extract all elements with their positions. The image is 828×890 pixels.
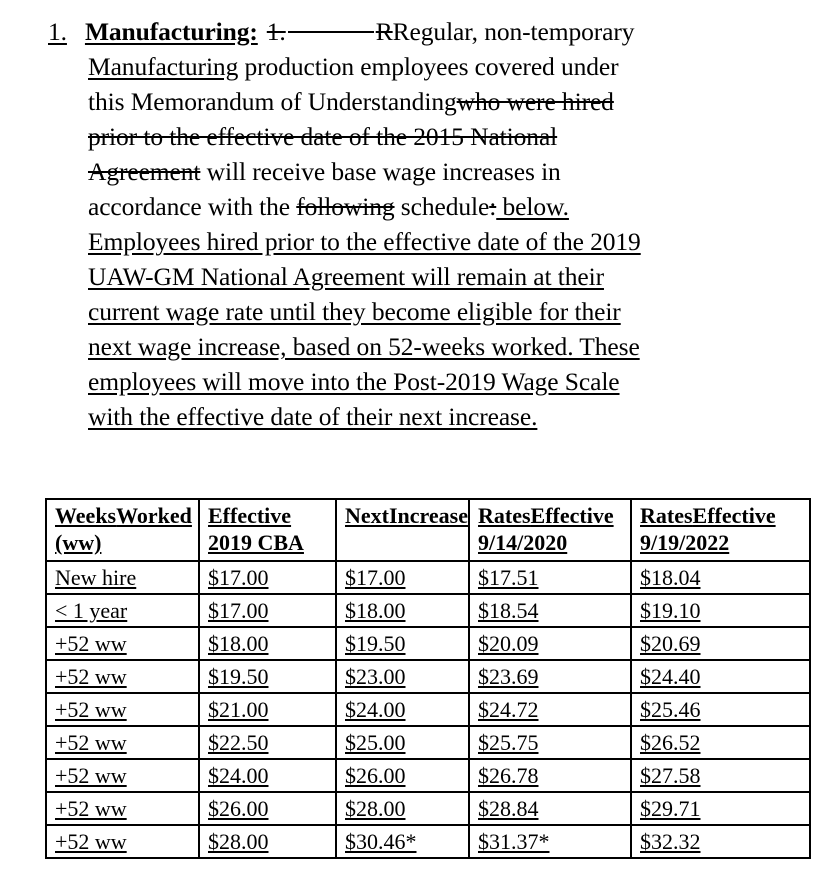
table-cell-value: $18.54 — [478, 598, 539, 623]
deleted-r: R — [375, 17, 393, 46]
table-cell — [631, 825, 810, 858]
table-row — [46, 594, 810, 627]
table-cell — [199, 561, 336, 594]
table-cell-value: +52 ww — [55, 664, 127, 689]
table-cell — [336, 759, 469, 792]
table-cell — [199, 759, 336, 792]
table-header-line: Rates — [478, 503, 531, 528]
clause-line-9 — [48, 294, 788, 329]
table-cell-value: $19.50 — [208, 664, 269, 689]
table-cell-value: $20.09 — [478, 631, 539, 656]
deleted-colon: : — [489, 192, 497, 221]
table-cell — [199, 726, 336, 759]
table-cell — [46, 627, 199, 660]
table-cell-value: $26.00 — [345, 763, 406, 788]
table-cell — [199, 825, 336, 858]
table-cell — [46, 726, 199, 759]
inserted-line-7: Employees hired prior to the effective date of the 2019 — [88, 227, 641, 256]
table-cell — [469, 792, 631, 825]
table-row — [46, 693, 810, 726]
table-cell — [336, 693, 469, 726]
table-cell — [631, 693, 810, 726]
inserted-below: below. — [496, 192, 569, 221]
table-cell-value: $24.40 — [640, 664, 701, 689]
inserted-line-11: employees will move into the Post-2019 Wage Scale — [88, 367, 620, 396]
table-cell — [46, 594, 199, 627]
table-row — [46, 561, 810, 594]
table-header-line: 9/14/2020 — [478, 530, 568, 555]
table-cell-value: +52 ww — [55, 730, 127, 755]
table-cell — [631, 627, 810, 660]
table-cell — [469, 594, 631, 627]
table-cell — [336, 726, 469, 759]
table-cell — [336, 594, 469, 627]
clause-line2-rest: production employees covered under — [238, 52, 619, 81]
table-cell — [469, 726, 631, 759]
table-header-line: (ww) — [55, 530, 102, 555]
table-cell-value: $19.50 — [345, 631, 406, 656]
table-header — [46, 499, 810, 561]
table-row — [46, 759, 810, 792]
clause-number: 1. — [48, 17, 67, 46]
deleted-who-were-hired: who were hired — [456, 87, 614, 116]
deleted-agreement: Agreement — [88, 157, 201, 186]
inserted-line-9: current wage rate until they become eligible for their — [88, 297, 621, 326]
table-cell — [46, 561, 199, 594]
inserted-line-10: next wage increase, based on 52-weeks worked. These — [88, 332, 640, 361]
table-row — [46, 726, 810, 759]
table-header-line: Effective — [208, 503, 292, 528]
table-cell-value: $24.00 — [345, 697, 406, 722]
inserted-line-8: UAW-GM National Agreement will remain at their — [88, 262, 604, 291]
clause-line-2 — [48, 49, 788, 84]
table-cell — [46, 825, 199, 858]
table-cell — [631, 726, 810, 759]
clause-line-12 — [48, 399, 788, 434]
table-cell — [336, 561, 469, 594]
clause-line-11 — [48, 364, 788, 399]
table-cell-value: $24.00 — [208, 763, 269, 788]
clause-line3-kept: this Memorandum of Understanding — [88, 87, 457, 116]
table-header-cell — [469, 499, 631, 561]
table-header-cell — [46, 499, 199, 561]
table-cell — [199, 693, 336, 726]
clause-heading: Manufacturing: — [84, 17, 258, 46]
table-cell-value: $24.72 — [478, 697, 539, 722]
table-cell — [199, 660, 336, 693]
table-cell-value: $28.84 — [478, 796, 539, 821]
table-cell-value: +52 ww — [55, 796, 127, 821]
table-cell-value: $23.69 — [478, 664, 539, 689]
table-cell-value: $25.75 — [478, 730, 539, 755]
table-cell — [336, 627, 469, 660]
table-header-line: Effective — [692, 503, 776, 528]
table-cell-value: $31.37* — [478, 829, 550, 854]
deleted-following: following — [296, 192, 395, 221]
table-cell-value: $17.51 — [478, 565, 539, 590]
table-header-cell — [631, 499, 810, 561]
table-cell-value: $17.00 — [208, 598, 269, 623]
table-cell — [336, 660, 469, 693]
inserted-line-12: with the effective date of their next increase. — [88, 402, 538, 431]
clause-line-10 — [48, 329, 788, 364]
table-header-line: 2019 CBA — [208, 530, 304, 555]
clause-line-3 — [48, 84, 788, 119]
table-cell — [469, 561, 631, 594]
table-cell-value: $20.69 — [640, 631, 701, 656]
table-cell — [199, 627, 336, 660]
table-cell-value: +52 ww — [55, 763, 127, 788]
table-cell-value: $32.32 — [640, 829, 701, 854]
table-cell-value: $19.10 — [640, 598, 701, 623]
table-cell — [199, 792, 336, 825]
table-cell-value: $22.50 — [208, 730, 269, 755]
table-cell-value: $17.00 — [208, 565, 269, 590]
table-cell-value: $26.00 — [208, 796, 269, 821]
table-cell — [46, 792, 199, 825]
clause-paragraph — [48, 14, 788, 434]
clause-line-7 — [48, 224, 788, 259]
clause-line-6 — [48, 189, 788, 224]
table-header-line: Effective — [530, 503, 614, 528]
clause-line-5 — [48, 154, 788, 189]
table-header-line: Worked — [116, 503, 192, 528]
clause-line6-kept: accordance with the — [88, 192, 297, 221]
table-cell — [46, 660, 199, 693]
table-cell-value: $30.46* — [345, 829, 417, 854]
table-cell-value: $26.78 — [478, 763, 539, 788]
clause-line5-rest: will receive base wage increases in — [200, 157, 561, 186]
deleted-prior-to-effective-date: prior to the effective date of the 2015 National — [88, 122, 558, 151]
inserted-manufacturing: Manufacturing — [88, 52, 239, 81]
table-cell-value: +52 ww — [55, 631, 127, 656]
table-cell-value: $21.00 — [208, 697, 269, 722]
table-cell-value: $28.00 — [345, 796, 406, 821]
table-header-line: Increase — [388, 503, 469, 528]
table-cell-value: $23.00 — [345, 664, 406, 689]
table-header-line: Rates — [640, 503, 693, 528]
clause-line6-kept2: schedule — [394, 192, 490, 221]
table-cell-value: $18.00 — [208, 631, 269, 656]
table-cell-value: +52 ww — [55, 697, 127, 722]
table-cell — [469, 825, 631, 858]
table-cell-value: $17.00 — [345, 565, 406, 590]
deleted-number: 1. — [266, 17, 286, 46]
table-cell — [631, 660, 810, 693]
table-cell-value: $28.00 — [208, 829, 269, 854]
wage-scale-table — [45, 498, 811, 859]
table-row — [46, 792, 810, 825]
table-cell — [336, 792, 469, 825]
deleted-gap-rule — [288, 31, 374, 33]
table-cell-value: $25.46 — [640, 697, 701, 722]
clause-line-4 — [48, 119, 788, 154]
table-cell — [336, 825, 469, 858]
table-cell — [46, 759, 199, 792]
table-cell-value: New hire — [55, 565, 137, 590]
table-cell — [469, 627, 631, 660]
table-cell — [631, 792, 810, 825]
table-cell — [469, 693, 631, 726]
table-row — [46, 660, 810, 693]
table-header-row — [46, 499, 810, 561]
table-cell-value: $27.58 — [640, 763, 701, 788]
table-header-line: Next — [345, 503, 389, 528]
clause-line-8 — [48, 259, 788, 294]
clause-line1-rest: Regular, non-temporary — [392, 17, 635, 46]
table-cell-value: $18.00 — [345, 598, 406, 623]
clause-line-1 — [48, 14, 788, 49]
table-cell-value: +52 ww — [55, 829, 127, 854]
table-cell — [631, 561, 810, 594]
table-cell — [631, 759, 810, 792]
table-cell-value: $18.04 — [640, 565, 701, 590]
table-cell-value: $25.00 — [345, 730, 406, 755]
table-header-cell — [199, 499, 336, 561]
table-cell — [199, 594, 336, 627]
table-row — [46, 627, 810, 660]
table-cell — [469, 660, 631, 693]
table-body — [46, 561, 810, 858]
table-header-cell — [336, 499, 469, 561]
table-cell — [469, 759, 631, 792]
table-header-line: 9/19/2022 — [640, 530, 730, 555]
table-cell-value: < 1 year — [55, 598, 128, 623]
table-cell-value: $26.52 — [640, 730, 701, 755]
table-cell-value: $29.71 — [640, 796, 701, 821]
table-cell — [631, 594, 810, 627]
table-row — [46, 825, 810, 858]
table-header-line: Weeks — [55, 503, 117, 528]
table-cell — [46, 693, 199, 726]
